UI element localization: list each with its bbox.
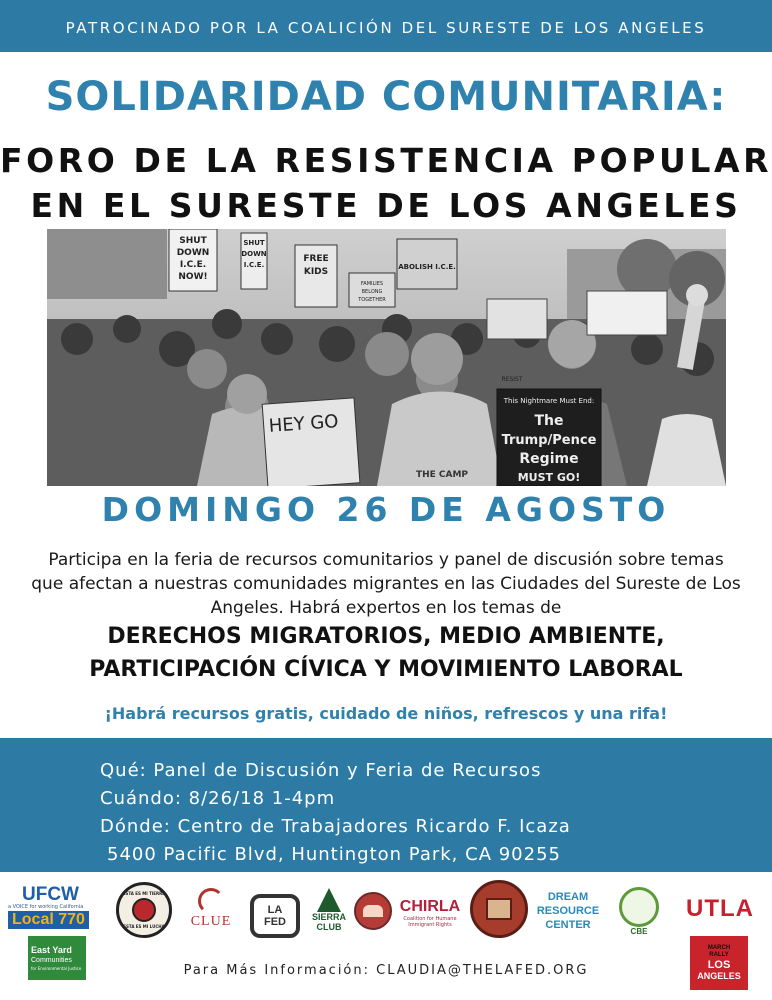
svg-text:The: The [534, 413, 564, 429]
svg-text:RESIST: RESIST [501, 376, 523, 383]
sponsor-banner [0, 0, 772, 52]
free-resources-note: ¡Habrá recursos gratis, cuidado de niños, refrescos y una rifa! [104, 704, 668, 723]
svg-text:NOW!: NOW! [178, 272, 208, 282]
dream-line2: RESOURCE [536, 905, 600, 917]
cbe-logo [614, 880, 664, 942]
march-line1: MARCH [707, 944, 731, 951]
clue-arc-icon [198, 888, 224, 914]
intro-paragraph: Participa en la feria de recursos comunitarios y panel de discusión sobre temas que afectan a nuestras comunidades migrantes en las Ciudades del Sureste de Los Angeles. Habrá expertos en los temas de [31, 550, 741, 618]
topics-line-2: PARTICIPACIÓN CÍVICA Y MOVIMIENTO LABORAL [89, 657, 683, 682]
main-title: SOLIDARIDAD COMUNITARIA: [45, 74, 727, 120]
east-yard-line1: East Yard [31, 944, 72, 955]
ufcw-local: Local 770 [8, 911, 89, 929]
east-yard-line3: for Environmental Justice [31, 965, 82, 971]
lafed-logo [250, 894, 300, 938]
sierra-line2: CLUB [316, 922, 342, 932]
chirla-name: CHIRLA [399, 898, 461, 915]
svg-text:Regime: Regime [519, 451, 579, 467]
svg-text:DOWN: DOWN [241, 250, 267, 258]
dream-line1: DREAM [547, 891, 589, 903]
clue-logo [188, 882, 234, 936]
esta-es-mi-tierra-logo [116, 882, 172, 938]
community-circle-logo [354, 892, 392, 930]
cbe-name: CBE [630, 926, 648, 936]
svg-text:This Nightmare Must End:: This Nightmare Must End: [503, 397, 595, 405]
svg-text:I.C.E.: I.C.E. [243, 261, 265, 269]
svg-text:ABOLISH I.C.E.: ABOLISH I.C.E. [398, 263, 456, 271]
svg-text:TOGETHER: TOGETHER [358, 297, 386, 303]
march-line4: ANGELES [697, 970, 741, 981]
detail-where: Dónde: Centro de Trabajadores Ricardo F. Icaza [100, 816, 571, 837]
clue-name: CLUE [190, 914, 232, 929]
ufcw-name: UFCW [22, 884, 79, 905]
utla-logo [680, 894, 760, 924]
event-details-band [0, 738, 772, 872]
sponsor-logos [0, 872, 772, 1000]
detail-what: Qué: Panel de Discusión y Feria de Recursos [100, 760, 542, 781]
sierra-tree-icon [317, 888, 341, 912]
svg-text:THE CAMP: THE CAMP [415, 470, 469, 480]
cbe-leaf-icon [619, 887, 659, 927]
east-yard-line2: Communities [31, 956, 72, 964]
march-line2: RALLY [709, 951, 729, 958]
utla-name: UTLA [686, 895, 754, 922]
svg-text:MUST GO!: MUST GO! [517, 471, 581, 484]
protest-photo [47, 229, 726, 486]
people-icon [363, 905, 383, 917]
svg-text:FREE: FREE [303, 254, 329, 264]
chirla-sub: Coalition for Humane Immigrant Rights [403, 916, 457, 928]
svg-text:SHUT: SHUT [179, 236, 207, 246]
svg-text:HEY GO: HEY GO [268, 411, 340, 437]
chirla-logo [396, 890, 464, 936]
sierra-club-logo [308, 878, 350, 942]
tierra-emblem-icon [132, 898, 156, 922]
contact-info: Para Más Información: CLAUDIA@THELAFED.ORG [183, 963, 589, 978]
dream-resource-center-logo [534, 886, 602, 936]
subtitle-line-1: FORO DE LA RESISTENCIA POPULAR [0, 141, 772, 180]
svg-text:Trump/Pence: Trump/Pence [501, 433, 597, 448]
ufcw-logo [8, 884, 106, 930]
subtitle-line-2: EN EL SURESTE DE LOS ANGELES [30, 186, 742, 225]
tierra-bottom: ESTA ES MI LUCHA [123, 924, 165, 929]
lafed-name: LA FED [264, 904, 286, 928]
svg-text:I.C.E.: I.C.E. [179, 260, 207, 270]
svg-text:DOWN: DOWN [176, 248, 210, 258]
topics-line-1: DERECHOS MIGRATORIOS, MEDIO AMBIENTE, [107, 624, 665, 649]
svg-text:BELONG: BELONG [361, 289, 383, 295]
ufcw-tagline: a VOICE for working California [8, 904, 84, 910]
waterfront-badge-logo [470, 880, 528, 938]
sierra-line1: SIERRA [311, 912, 346, 922]
detail-when: Cuándo: 8/26/18 1-4pm [100, 788, 336, 809]
march-line3: LOS [707, 958, 731, 971]
svg-text:FAMILIES: FAMILIES [360, 281, 384, 287]
svg-text:SHUT: SHUT [243, 239, 265, 247]
tierra-top: ESTA ES MI TIERRA [122, 891, 166, 896]
dream-line3: CENTER [545, 919, 591, 931]
detail-address: 5400 Pacific Blvd, Huntington Park, CA 90255 [107, 844, 561, 865]
building-icon [486, 898, 512, 920]
sponsor-text: PATROCINADO POR LA COALICIÓN DEL SURESTE DE LOS ANGELES [65, 19, 707, 37]
svg-text:KIDS: KIDS [303, 267, 329, 277]
event-date: DOMINGO 26 DE AGOSTO [101, 490, 671, 529]
